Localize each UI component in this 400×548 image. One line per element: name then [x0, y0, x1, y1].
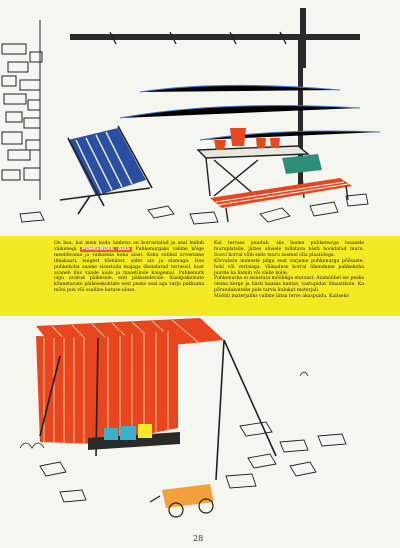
text-column-right: [214, 241, 364, 300]
body-text-left: Puhkenurgaks valime kõige meeldivama ja vaiksema koha aiast. Koha valikul arvestame ilmakaari, kuigest tõenäost, sidet aia ja elamuga. Hea puhkekoha saame sisustada majaga ühendatud terrassil, kust avaneb ilus vaade aiale ja maastikule kaugemal. Puhkenurk olgu avatud päikesele, enti päikeselevale. Kaskpakemate kõnnetavate päikesekohtate eest peaks seal aga varju pakkuma mõni puu või osaliine katuse-aluse.: [54, 246, 205, 294]
pergola-illustration: [0, 0, 400, 236]
paragraph-2: Kõrvaliste inimeste pilgu eest varjame puhkenurga põõsaste, heki või verisiaga. Väimaluse korral ühendame puhkekoha juurde ka kamin või väike kolle.: [214, 258, 364, 276]
text-band: [0, 236, 400, 316]
section-highlight: PUHKENURK AIAS: [81, 246, 131, 252]
text-column-left: [54, 241, 204, 294]
paragraph-3: Puhkenurka ei sisustata mööbliga elutoast. Aiamööbel ise peaks olema kerge ja hästi kaasas kantav, vastupidav ilmastikule. Ka põrandakatteks pole tarvis kulukat materjali.: [214, 276, 364, 294]
paragraph-4: Mööbli materjaliks valime liitsa terve akaspuidu. Kaitseks: [214, 294, 349, 300]
awning-illustration: [0, 316, 400, 530]
paragraph-1: Kui terrass puudub, siis loome puhkenurga tasasele muruplatsile, jättes alusele tollatava hästi hooldatud muru. Souvi korral võib selle muru asemel olla plaatidega.: [214, 241, 364, 258]
page-number: 28: [193, 534, 204, 543]
intro-text: On hea, kui meie kodu ümbrus on korrastatud ja seal leidub väikenegi: [54, 241, 204, 252]
